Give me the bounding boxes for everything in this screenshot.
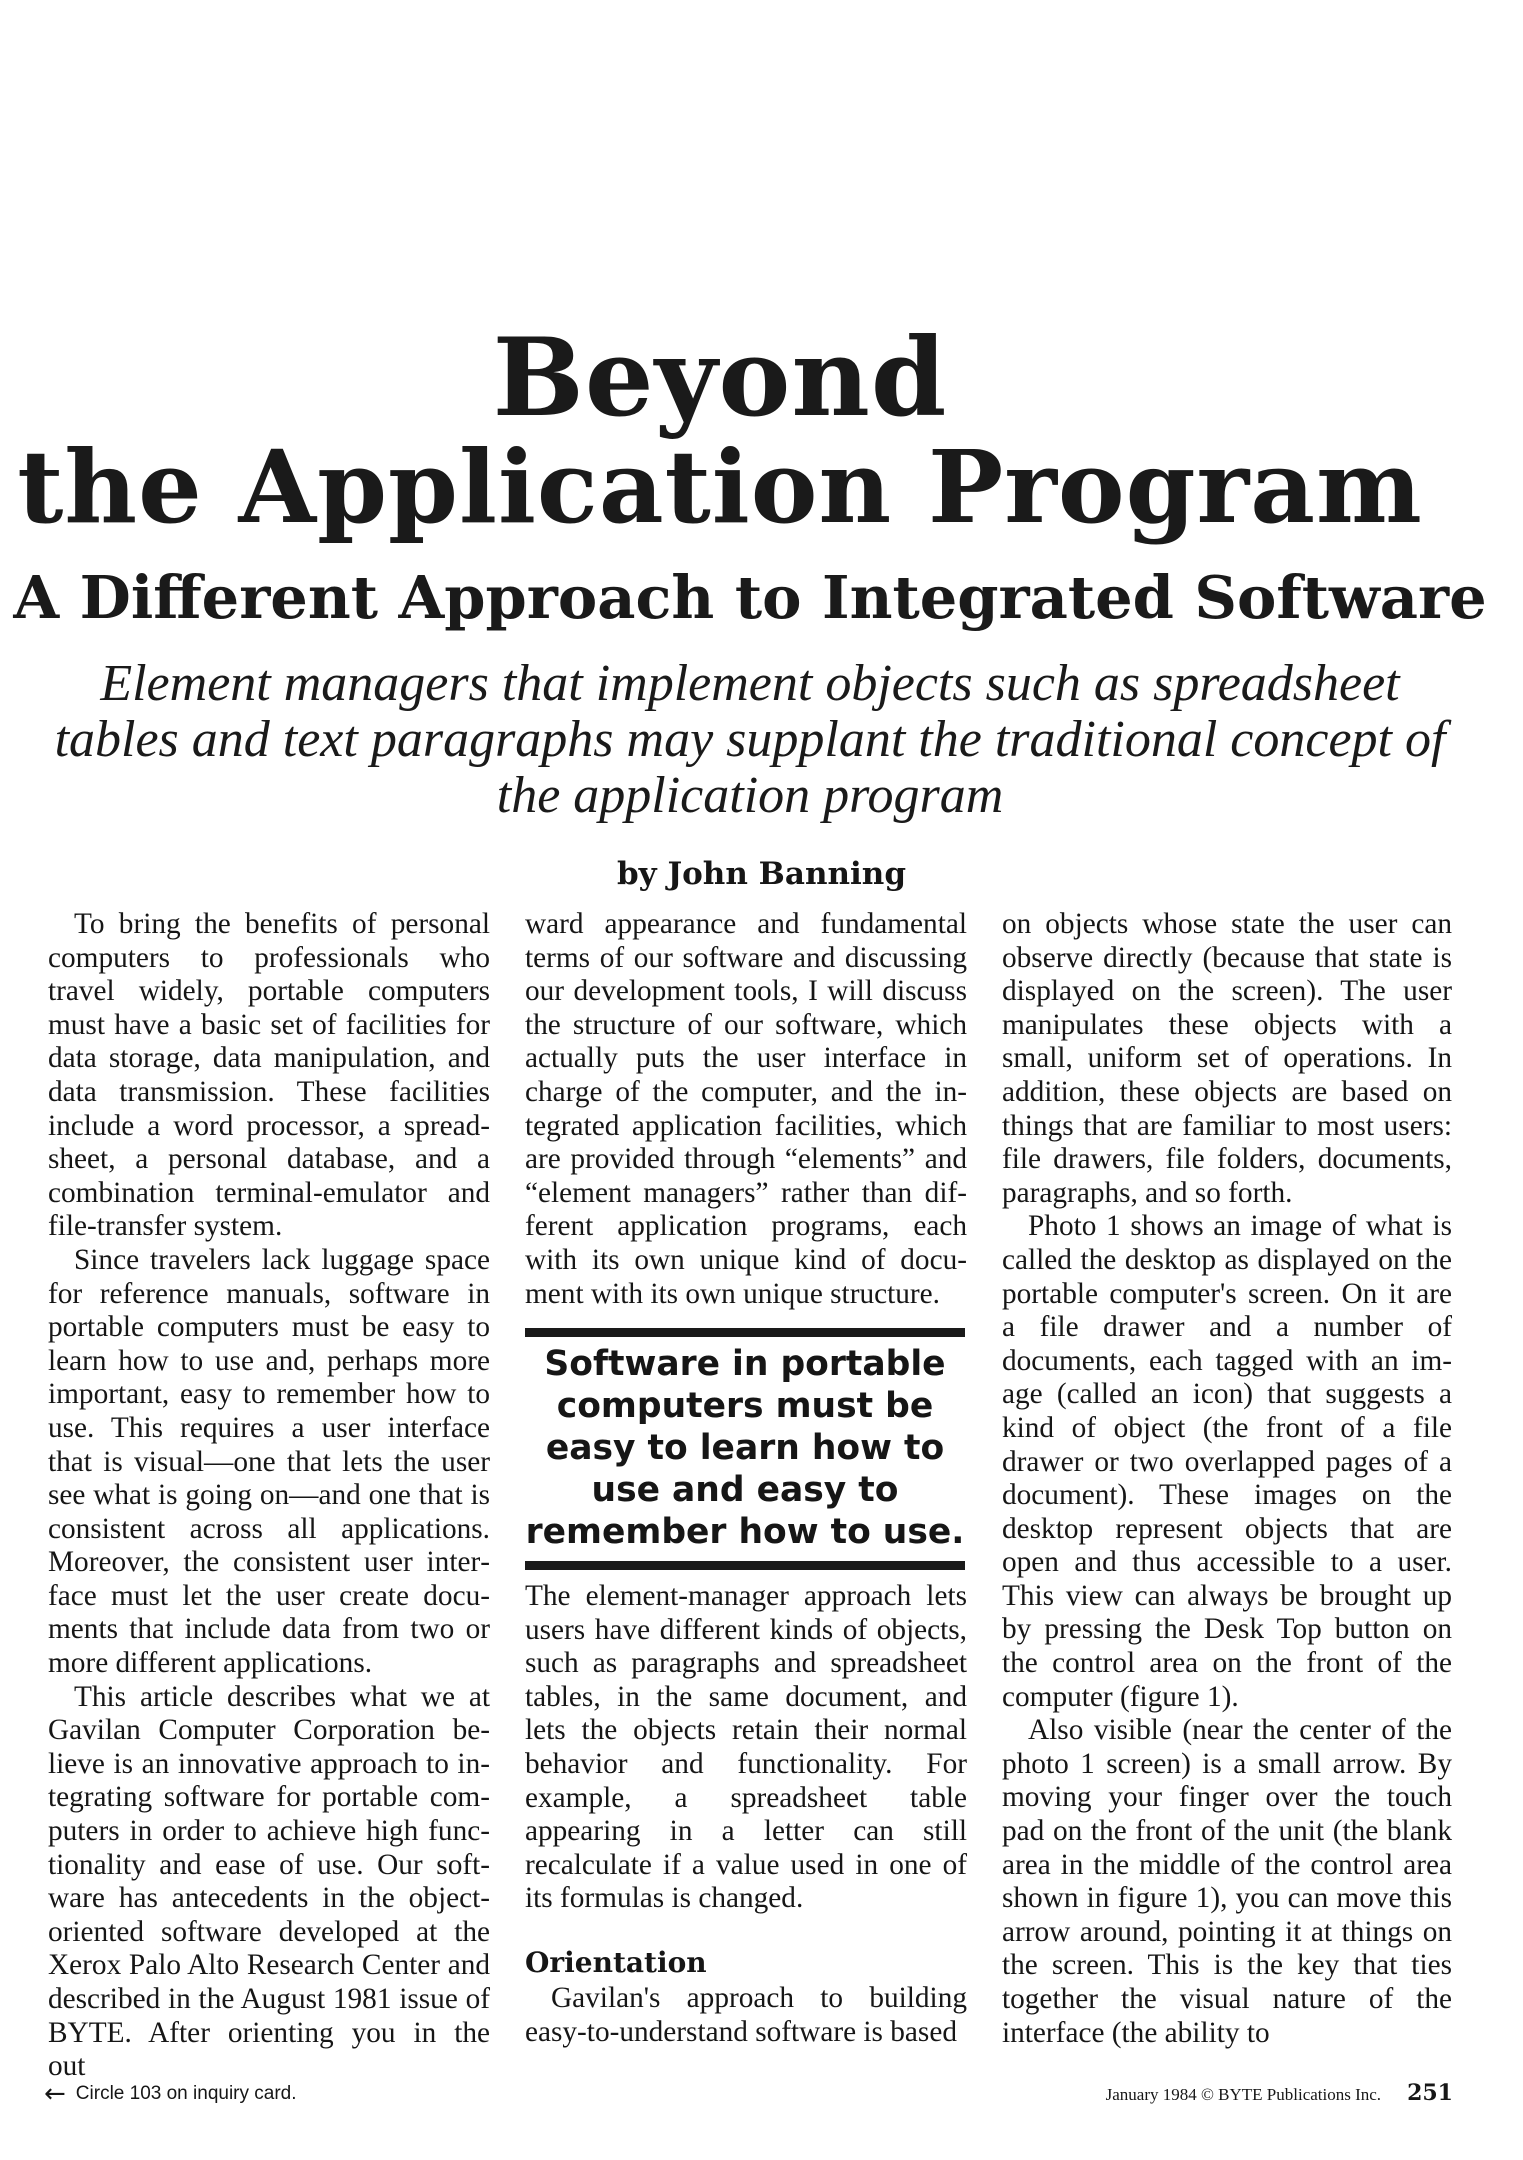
left-arrow-icon: ← <box>44 2079 66 2109</box>
article-deck: Element managers that implement objects such as spreadsheet tables and text paragraphs may supplant the traditional concept of the application program <box>54 655 1446 824</box>
paragraph: on objects whose state the user can observe directly (because that state is displayed on the screen). The user manipulates these objects with a small, uniform set of operations. In addition, these objects are based on things that are familiar to most users: file drawers, file folders, documents, paragraphs, and so forth. <box>1002 908 1452 1209</box>
column-3 <box>1002 908 1452 2050</box>
paragraph: To bring the benefits of personal computers to professionals who travel widely, portable computers must have a basic set of facilities for data storage, data manipulation, and data transmission. These facilities include a word processor, a spreadsheet, a personal database, and a combination terminal-emulator and file-transfer system. <box>48 908 490 1243</box>
date-credit: January 1984 © BYTE Publications Inc. <box>1105 2085 1382 2104</box>
paragraph: ward appearance and fundamental terms of our software and discussing our development tools, I will discuss the structure of our software, which actually puts the user interface in charge of the computer, and the integrated application facilities, which are provided through “elements” and “element managers” rather than different application programs, each with its own unique kind of document with its own unique structure. <box>525 908 967 1310</box>
paragraph: This article describes what we at Gavilan Computer Corporation believe is an innovative approach to integrating software for portable computers in order to achieve high functionality and ease of use. Our software has antecedents in the object-oriented software developed at the Xerox Palo Alto Research Center and described in the August 1981 issue of BYTE. After orienting you in the out <box>48 1680 490 2083</box>
footer-inquiry <box>44 2079 297 2109</box>
column-2-top <box>525 908 967 1311</box>
article-subtitle: A Different Approach to Integrated Software <box>13 563 1487 632</box>
paragraph: The element-manager approach lets users have different kinds of objects, such as paragraphs and spreadsheet tables, in the same document, and lets the objects retain their normal behavior and functionality. For example, a spreadsheet table appearing in a letter can still recalculate if a value used in one of its formulas is changed. <box>525 1580 967 1915</box>
column-2-bottom <box>525 1580 967 2049</box>
column-1 <box>48 908 490 2084</box>
pull-quote-rule-bottom <box>525 1561 965 1570</box>
article-title-line2: the Application Program <box>17 428 1423 546</box>
byline: by John Banning <box>616 856 907 892</box>
page-number: 251 <box>1407 2080 1453 2106</box>
paragraph: Also visible (near the center of the photo 1 screen) is a small arrow. By moving your finger over the touch pad on the front of the unit (the blank area in the middle of the control area shown in figure 1), you can move this arrow around, pointing it at things on the screen. This is the key that ties together the visual nature of the interface (the ability to <box>1002 1714 1452 2049</box>
paragraph: Since travelers lack luggage space for reference manuals, software in portable computers must be easy to learn how to use and, perhaps more important, easy to remember how to use. This requires a user interface that is visual—one that lets the user see what is going on—and one that is consistent across all applications. Moreover, the consistent user interface must let the user create documents that include data from two or more different applications. <box>48 1243 490 1680</box>
pull-quote-text: Software in portable computers must be easy to learn how to use and easy to remember how to use. <box>525 1344 965 1552</box>
article-title-line1: Beyond <box>492 315 948 441</box>
paragraph: Photo 1 shows an image of what is called the desktop as displayed on the portable computer's screen. On it are a file drawer and a number of documents, each tagged with an image (called an icon) that suggests a kind of object (the front of a file drawer or two overlapped pages of a document). These images on the desktop represent objects that are open and thus accessible to a user. This view can always be brought up by pressing the Desk Top button on the control area on the front of the computer (figure 1). <box>1002 1210 1452 1713</box>
pull-quote <box>525 1328 965 1570</box>
inquiry-text: Circle 103 on inquiry card. <box>75 2083 297 2104</box>
pull-quote-rule-top <box>525 1328 965 1337</box>
section-heading-orientation: Orientation <box>525 1945 707 1979</box>
footer-credit <box>1106 2080 1453 2108</box>
paragraph: Gavilan's approach to building easy-to-understand software is based <box>525 1981 967 2048</box>
